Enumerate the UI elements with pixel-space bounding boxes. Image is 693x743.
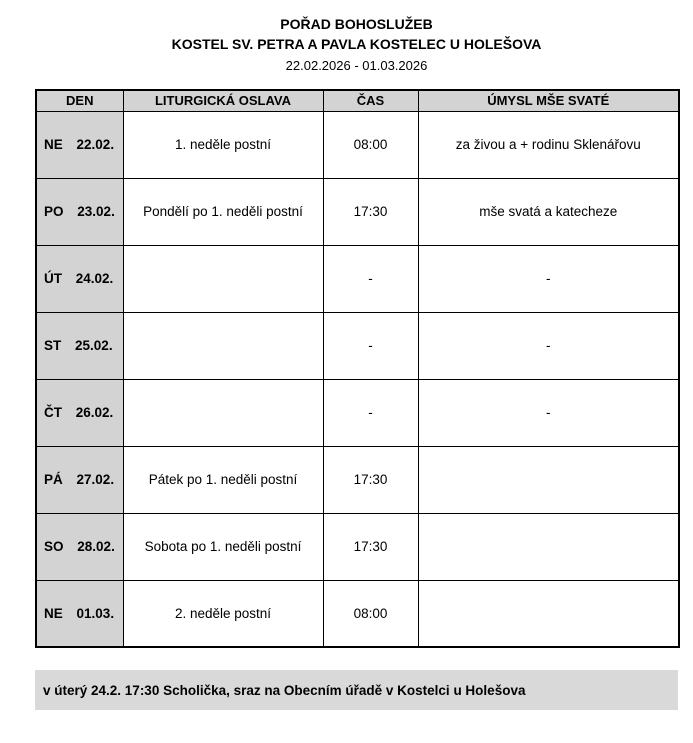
liturgy-cell bbox=[123, 312, 323, 379]
den-cell bbox=[36, 245, 123, 312]
table-row bbox=[36, 245, 679, 312]
table-row bbox=[36, 111, 679, 178]
intention-cell bbox=[418, 513, 679, 580]
day-date: 01.03. bbox=[76, 605, 115, 621]
day-date: 22.02. bbox=[76, 137, 115, 152]
table-row bbox=[36, 178, 679, 245]
liturgy-cell: Pátek po 1. neděli postní bbox=[123, 446, 323, 513]
day-abbr: ST bbox=[44, 338, 62, 353]
time-cell: 17:30 bbox=[323, 446, 418, 513]
time-cell: - bbox=[323, 245, 418, 312]
liturgy-cell: 1. neděle postní bbox=[123, 111, 323, 178]
day-date: 25.02. bbox=[75, 338, 113, 353]
page-subtitle: KOSTEL SV. PETRA A PAVLA KOSTELEC U HOLEŠOVA bbox=[171, 36, 542, 52]
day-abbr: NE bbox=[44, 605, 63, 621]
day-date: 23.02. bbox=[77, 204, 115, 219]
day-date: 27.02. bbox=[76, 472, 115, 487]
day-abbr: NE bbox=[44, 137, 63, 152]
column-header-time: ČAS bbox=[323, 90, 418, 111]
liturgy-cell bbox=[123, 245, 323, 312]
column-header-intention: ÚMYSL MŠE SVATÉ bbox=[418, 90, 679, 111]
time-cell: 17:30 bbox=[323, 178, 418, 245]
header-row bbox=[36, 90, 679, 111]
time-cell: 08:00 bbox=[323, 580, 418, 647]
time-cell: 08:00 bbox=[323, 111, 418, 178]
day-abbr: PO bbox=[44, 204, 64, 219]
intention-cell: - bbox=[418, 379, 679, 446]
page-title: POŘAD BOHOSLUŽEB bbox=[280, 16, 433, 32]
time-cell: - bbox=[323, 312, 418, 379]
time-cell: 17:30 bbox=[323, 513, 418, 580]
table-row bbox=[36, 379, 679, 446]
day-date: 26.02. bbox=[75, 405, 114, 420]
intention-cell bbox=[418, 446, 679, 513]
footer-note: v úterý 24.2. 17:30 Scholička, sraz na Obecním úřadě v Kostelci u Holešova bbox=[35, 670, 678, 710]
intention-cell: - bbox=[418, 245, 679, 312]
date-range: 22.02.2026 - 01.03.2026 bbox=[285, 58, 428, 73]
table-row bbox=[36, 446, 679, 513]
liturgy-cell: Sobota po 1. neděli postní bbox=[123, 513, 323, 580]
table-row bbox=[36, 513, 679, 580]
liturgy-cell bbox=[123, 379, 323, 446]
day-abbr: ČT bbox=[44, 405, 62, 420]
intention-cell: - bbox=[418, 312, 679, 379]
den-cell bbox=[36, 580, 123, 647]
table-row bbox=[36, 312, 679, 379]
day-abbr: SO bbox=[44, 539, 64, 554]
day-abbr: PÁ bbox=[44, 472, 63, 487]
den-cell bbox=[36, 513, 123, 580]
schedule-table bbox=[35, 89, 680, 648]
day-date: 24.02. bbox=[75, 271, 114, 286]
table-row bbox=[36, 580, 679, 647]
intention-cell: za živou a + rodinu Sklenářovu bbox=[418, 111, 679, 178]
document-header bbox=[35, 14, 678, 75]
liturgy-cell: Pondělí po 1. neděli postní bbox=[123, 178, 323, 245]
day-date: 28.02. bbox=[77, 539, 115, 554]
intention-cell: mše svatá a katecheze bbox=[418, 178, 679, 245]
intention-cell bbox=[418, 580, 679, 647]
den-cell bbox=[36, 379, 123, 446]
den-cell bbox=[36, 446, 123, 513]
den-cell bbox=[36, 312, 123, 379]
column-header-den: DEN bbox=[36, 90, 123, 111]
day-abbr: ÚT bbox=[44, 271, 62, 286]
den-cell bbox=[36, 178, 123, 245]
column-header-liturgy: LITURGICKÁ OSLAVA bbox=[123, 90, 323, 111]
den-cell bbox=[36, 111, 123, 178]
time-cell: - bbox=[323, 379, 418, 446]
liturgy-cell: 2. neděle postní bbox=[123, 580, 323, 647]
